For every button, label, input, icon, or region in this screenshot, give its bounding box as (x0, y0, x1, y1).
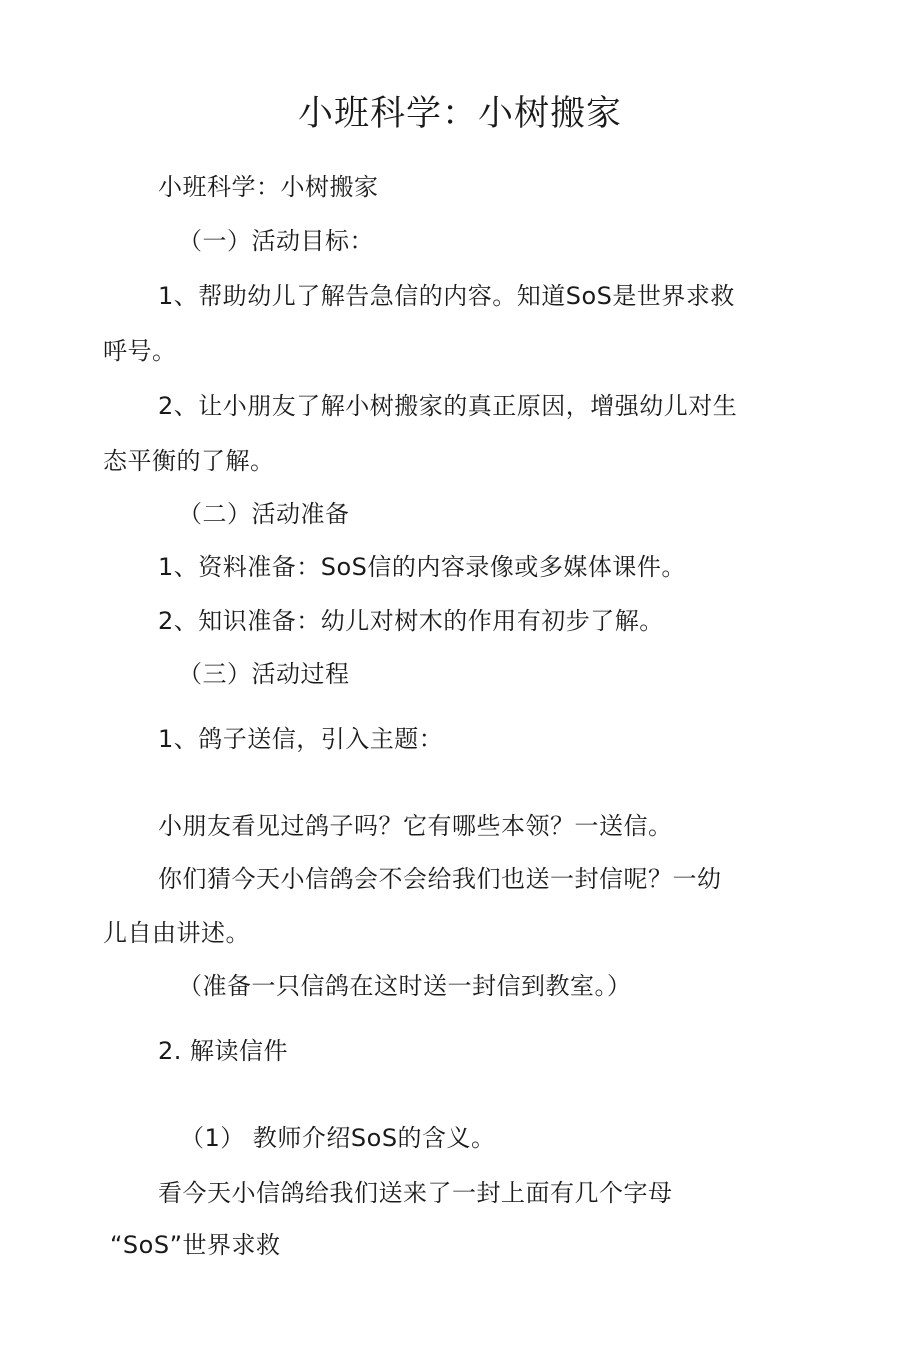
prep-item-1: 1、资料准备：SoS信的内容录像或多媒体课件。 (158, 553, 686, 581)
section-heading-goals: （一）活动目标： (178, 227, 374, 255)
document-subtitle: 小班科学：小树搬家 (158, 173, 379, 201)
goal-1-line-2: 呼号。 (103, 337, 177, 365)
document-title: 小班科学：小树搬家 (297, 94, 622, 134)
process-step-2: 2. 解读信件 (158, 1037, 289, 1065)
body-text-2: “SoS”世界求救 (110, 1231, 281, 1259)
body-text-1: 看今天小信鸽给我们送来了一封上面有几个字母 (158, 1179, 673, 1207)
goal-1-line-1: 1、帮助幼儿了解告急信的内容。知道SoS是世界求救 (158, 282, 735, 310)
question-2-line-2: 儿自由讲述。 (103, 919, 250, 947)
question-2-line-1: 你们猜今天小信鸽会不会给我们也送一封信呢？一幼 (158, 865, 722, 893)
preparation-note: （准备一只信鸽在这时送一封信到教室。） (178, 972, 632, 1000)
prep-item-2: 2、知识准备：幼儿对树木的作用有初步了解。 (158, 607, 664, 635)
section-heading-process: （三）活动过程 (178, 660, 350, 688)
substep-1: （1） 教师介绍SoS的含义。 (180, 1124, 496, 1152)
process-step-1: 1、鸽子送信，引入主题： (158, 725, 444, 753)
question-1: 小朋友看见过鸽子吗？它有哪些本领？一送信。 (158, 812, 673, 840)
goal-2-line-1: 2、让小朋友了解小树搬家的真正原因，增强幼儿对生 (158, 392, 738, 420)
goal-2-line-2: 态平衡的了解。 (103, 447, 275, 475)
section-heading-prep: （二）活动准备 (178, 500, 350, 528)
